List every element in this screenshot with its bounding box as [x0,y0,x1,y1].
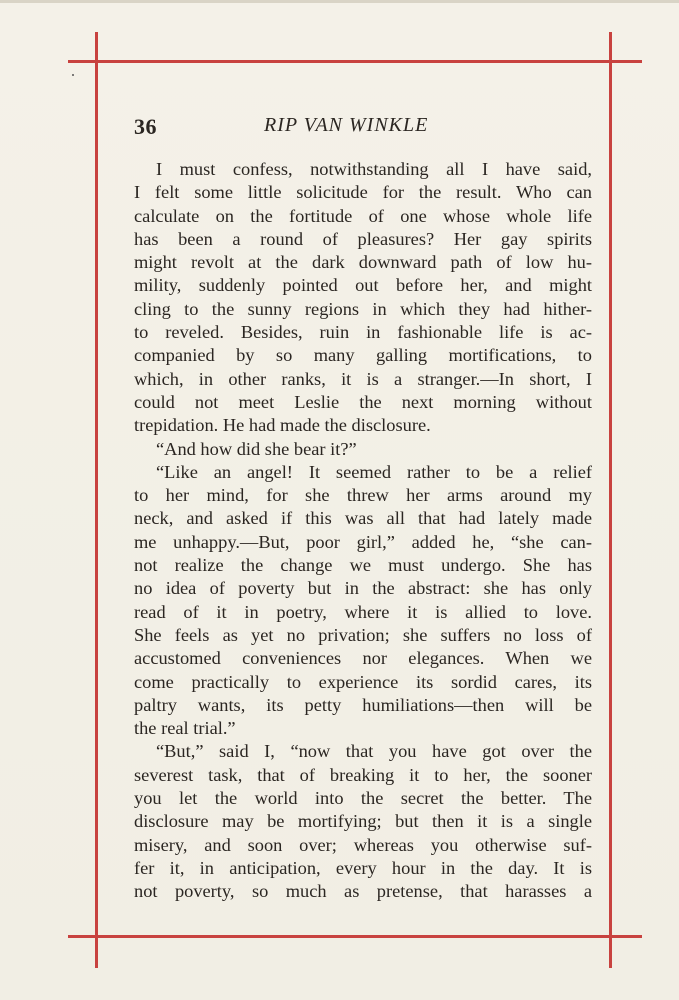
ink-speck [72,74,74,76]
text-line: fer it, in anticipation, every hour in the day. It is [134,857,592,878]
text-line: the real trial.” [134,718,236,739]
text-line: mility, suddenly pointed out before her, and might [134,275,592,296]
text-line: not poverty, so much as pretense, that harasses a [134,881,592,902]
text-line: trepidation. He had made the disclosure. [134,415,431,436]
text-line: “And how did she bear it?” [156,438,357,459]
text-line: to reveled. Besides, ruin in fashionable life is ac- [134,322,592,343]
border-rule-bottom [68,935,642,938]
text-line: She feels as yet no privation; she suffers no loss of [134,624,592,645]
text-line: no idea of poverty but in the abstract: she has only [134,578,592,599]
text-line: companied by so many galling mortifications, to [134,345,592,366]
text-line: neck, and asked if this was all that had lately made [134,508,592,529]
text-line: which, in other ranks, it is a stranger.—In short, I [134,368,592,389]
text-line: cling to the sunny regions in which they had hither- [134,298,592,319]
text-line: might revolt at the dark downward path of low hu- [134,252,592,273]
text-line: I felt some little solicitude for the result. Who can [134,182,592,203]
text-line: come practically to experience its sordid cares, its [134,671,592,692]
text-line: severest task, that of breaking it to her, the sooner [134,764,592,785]
border-rule-top [68,60,642,63]
text-line: disclosure may be mortifying; but then it is a single [134,811,592,832]
text-line: could not meet Leslie the next morning without [134,391,592,412]
page-header [134,112,592,146]
text-line: you let the world into the secret the better. The [134,788,592,809]
text-line: accustomed conveniences nor elegances. When we [134,648,592,669]
text-line: calculate on the fortitude of one whose whole life [134,205,592,226]
text-line: misery, and soon over; whereas you otherwise suf- [134,834,592,855]
text-line: to her mind, for she threw her arms around my [134,485,592,506]
text-line: I must confess, notwithstanding all I have said, [156,159,592,179]
border-rule-left [95,32,98,968]
text-line: read of it in poetry, where it is allied to love. [134,601,592,622]
running-title: RIP VAN WINKLE [264,114,429,136]
text-line: has been a round of pleasures? Her gay spirits [134,228,592,249]
text-line: paltry wants, its petty humiliations—then will be [134,694,592,715]
text-line: “But,” said I, “now that you have got over the [156,741,592,762]
border-rule-right [609,32,612,968]
body-text [134,158,592,904]
text-line: not realize the change we must undergo. She has [134,555,592,576]
page-number: 36 [134,114,157,139]
text-line: me unhappy.—But, poor girl,” added he, “she can- [134,531,592,552]
text-line: “Like an angel! It seemed rather to be a relief [156,461,592,482]
page-top-edge [0,0,679,3]
